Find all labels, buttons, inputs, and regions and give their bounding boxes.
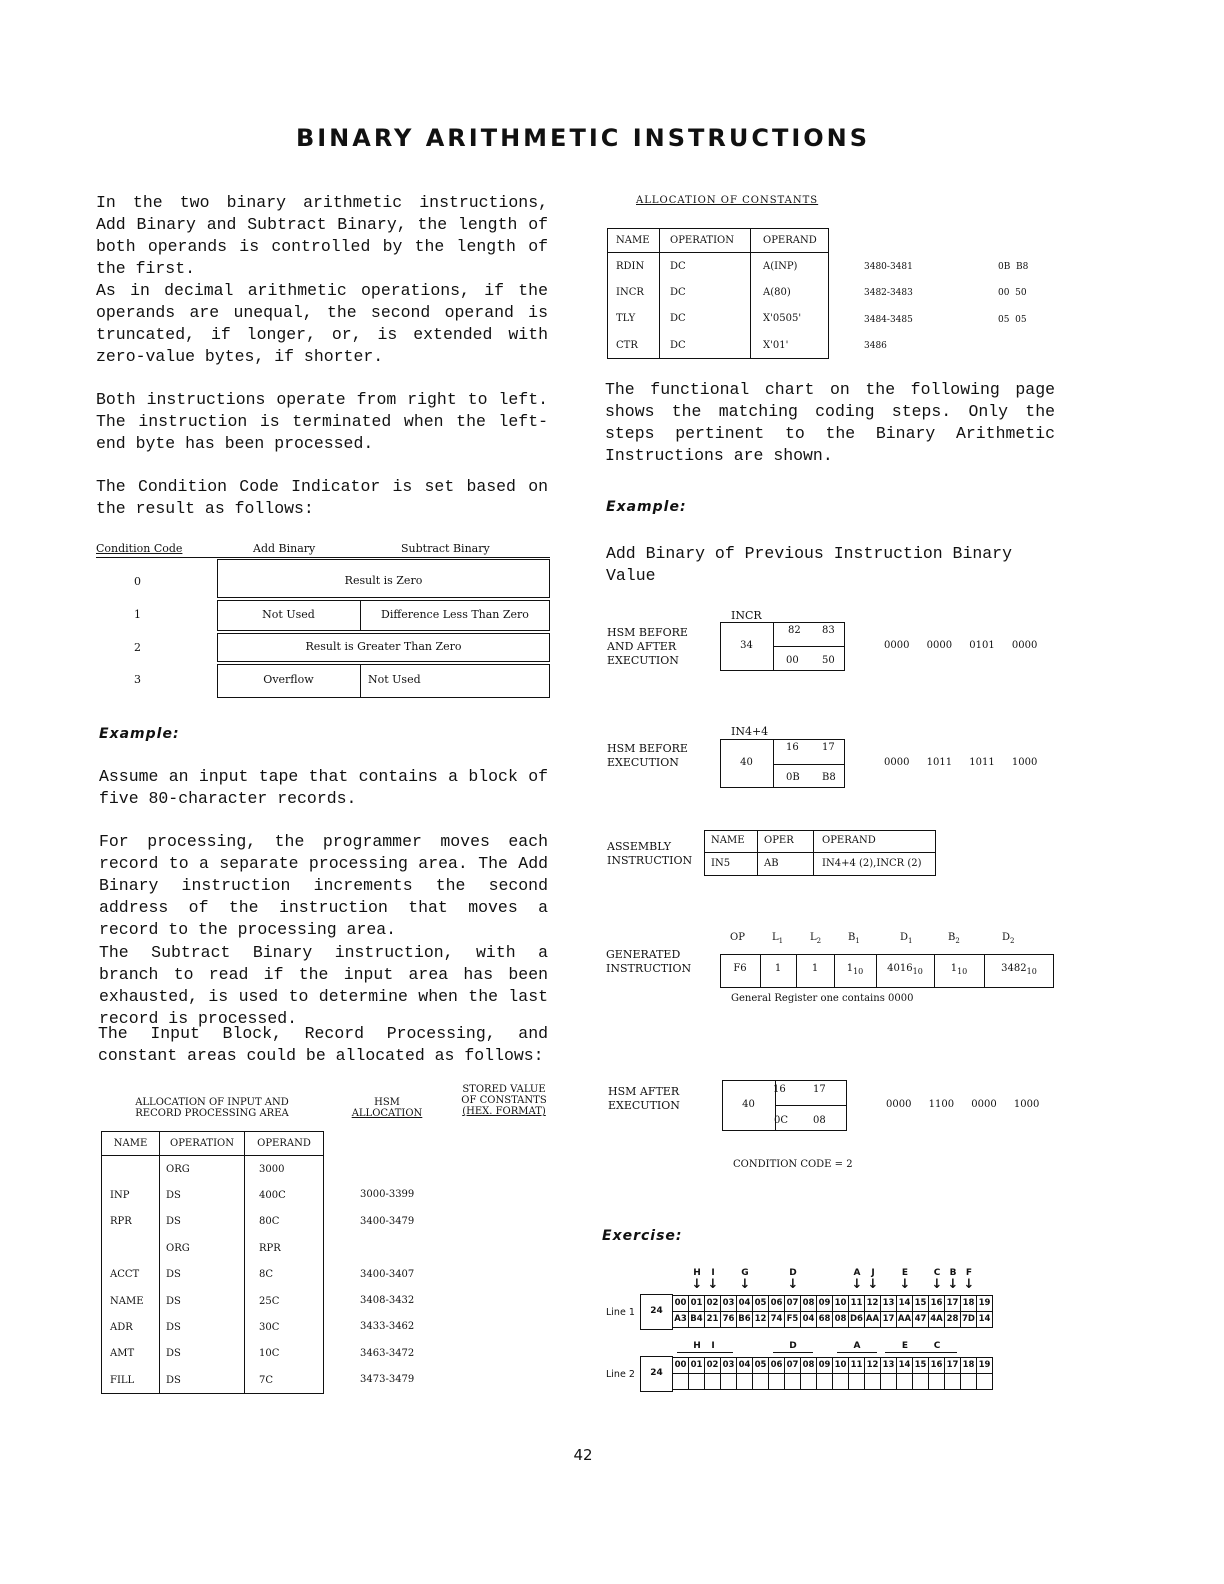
grid-cell: 7D (960, 1311, 977, 1328)
grid-cell: 09 (816, 1357, 833, 1374)
grid-cell (752, 1373, 769, 1390)
hsm2-byte-left: 0B (786, 772, 800, 783)
gen-field-value: $1_{10}$ (950, 963, 968, 976)
const-col-name: NAME (608, 229, 660, 253)
grid-cell: 18 (960, 1295, 977, 1312)
grid-cell: 09 (816, 1295, 833, 1312)
const-hsm-range: 3486 (864, 341, 887, 352)
asm-name: IN5 (711, 858, 731, 869)
hsm3-bits: 0000 1100 0000 1000 (886, 1099, 1040, 1110)
alloc-cell: DS (160, 1341, 245, 1367)
condition-paragraph: The Condition Code Indicator is set based on the result as follows: (96, 477, 548, 518)
alloc-cell: DS (160, 1182, 245, 1208)
table-row (102, 1367, 324, 1393)
alloc-cell: ADR (102, 1314, 160, 1340)
const-hsm-range: 3482-3483 (864, 288, 913, 299)
const-hsm-range: 3484-3485 (864, 314, 913, 325)
grid-cell: B4 (688, 1311, 705, 1328)
grid-cell (784, 1373, 801, 1390)
const-cell: INCR (608, 279, 660, 305)
hsm3-label: HSM AFTER EXECUTION (608, 1085, 680, 1112)
hsm1-byte-left: 00 (786, 655, 799, 666)
cc-header-add: Add Binary (253, 542, 316, 555)
gen-field-head: $D_1$ (900, 932, 913, 945)
alloc-cell: DS (160, 1314, 245, 1340)
bracket-mark: D (789, 1341, 797, 1351)
gen-field-head: $B_1$ (848, 932, 860, 945)
cc-overflow: Overflow (263, 673, 314, 686)
grid-cell: AA (896, 1311, 913, 1328)
intro-paragraph: In the two binary arithmetic instructions, Add Binary and Subtract Binary, the length of both operands is controlled by the length of the first. (96, 193, 548, 278)
gen-field-head: $B_2$ (948, 932, 960, 945)
grid-cell: 05 (752, 1357, 769, 1374)
const-cell: X'01' (751, 332, 829, 358)
cc-greater: Result is Greater Than Zero (305, 640, 462, 653)
alloc-cell: INP (102, 1182, 160, 1208)
example-title: Add Binary of Previous Instruction Binary Value (606, 544, 1012, 585)
asm-col-oper: OPER (764, 835, 794, 846)
grid-cell: 17 (944, 1357, 961, 1374)
grid-cell: F5 (784, 1311, 801, 1328)
alloc-hsm-range: 3408-3432 (360, 1295, 415, 1306)
hsm3-length: 40 (742, 1099, 755, 1110)
grid-cell: D6 (848, 1311, 865, 1328)
hsm2-bits: 0000 1011 1011 1000 (884, 757, 1038, 768)
alloc-hsm-range: 3463-3472 (360, 1347, 415, 1359)
alloc-cell: NAME (102, 1288, 160, 1314)
line2-count: 24 (650, 1368, 663, 1378)
grid-cell: 04 (800, 1311, 817, 1328)
down-arrow-icon: G ↓ (739, 1268, 751, 1292)
cc-code-2: 2 (134, 641, 141, 654)
hsm2-byte-right: B8 (822, 772, 836, 783)
grid-cell: 08 (832, 1311, 849, 1328)
grid-cell (688, 1373, 705, 1390)
line1-label: Line 1 (606, 1307, 635, 1318)
grid-cell (720, 1373, 737, 1390)
hsm1-addr-right: 83 (822, 625, 835, 636)
allocation-paragraph: The Input Block, Record Processing, and constant areas could be allocated as follows: (98, 1024, 548, 1065)
cc-not-used: Not Used (262, 608, 315, 621)
grid-cell: 07 (784, 1357, 801, 1374)
exercise-heading: Exercise: (602, 1228, 683, 1244)
grid-cell: 12 (752, 1311, 769, 1328)
operands-paragraph: As in decimal arithmetic operations, if the operands are unequal, the second operand is truncated, if longer, or, is extended with zero-value bytes, if shorter. (96, 281, 548, 366)
grid-cell: 14 (896, 1295, 913, 1312)
grid-cell: 06 (768, 1295, 785, 1312)
hsm2-addr-right: 17 (822, 742, 835, 753)
table-row (102, 1182, 324, 1208)
alloc-hsm-range: 3433-3462 (360, 1321, 415, 1333)
grid-cell: 28 (944, 1311, 961, 1328)
alloc-hsm-range: 3400-3479 (360, 1215, 415, 1227)
down-arrow-icon: B ↓ (947, 1268, 959, 1292)
gen-field-value: F6 (733, 963, 747, 974)
const-cell: RDIN (608, 253, 660, 279)
grid-cell: 21 (704, 1311, 721, 1328)
functional-chart-paragraph: The functional chart on the following page shows the matching coding steps. Only the steps pertinent to the Binary Arithmetic Instructions are shown. (605, 380, 1055, 465)
const-stored-value: 05 05 (998, 314, 1027, 325)
cc-difference: Difference Less Than Zero (381, 608, 529, 621)
alloc-cell: ORG (160, 1235, 245, 1261)
hsm1-byte-right: 50 (822, 655, 835, 666)
gen-field-head: $L_1$ (772, 932, 784, 945)
example-heading-right: Example: (606, 499, 687, 515)
grid-cell: 12 (864, 1357, 881, 1374)
grid-cell: 18 (960, 1357, 977, 1374)
alloc-cell: DS (160, 1209, 245, 1235)
grid-cell: 13 (880, 1357, 897, 1374)
const-cell: TLY (608, 306, 660, 332)
grid-cell (800, 1373, 817, 1390)
gen-field-value: $4016_{10}$ (887, 963, 923, 976)
alloc-cell: DS (160, 1262, 245, 1288)
grid-cell: 01 (688, 1357, 705, 1374)
grid-cell: 05 (752, 1295, 769, 1312)
down-arrow-icon: E ↓ (899, 1268, 911, 1292)
grid-cell (944, 1373, 961, 1390)
table-row (102, 1314, 324, 1340)
grid-cell: 11 (848, 1295, 865, 1312)
hsm1-label: HSM BEFORE AND AFTER EXECUTION (607, 626, 688, 667)
grid-cell: 47 (912, 1311, 929, 1328)
grid-cell (816, 1373, 833, 1390)
bracket-mark: C (933, 1341, 941, 1351)
grid-cell (928, 1373, 945, 1390)
grid-cell (960, 1373, 977, 1390)
example-heading-left: Example: (99, 726, 180, 742)
alloc-cell: FILL (102, 1367, 160, 1393)
grid-cell: 04 (736, 1295, 753, 1312)
down-arrow-icon: I ↓ (707, 1268, 719, 1292)
hsm3-addr-right: 17 (813, 1084, 826, 1095)
grid-cell (848, 1373, 865, 1390)
grid-cell (704, 1373, 721, 1390)
cc-code-3: 3 (134, 673, 141, 686)
alloc-cell: 8C (245, 1262, 324, 1288)
asm-oper: AB (764, 858, 779, 869)
line1-count: 24 (650, 1306, 663, 1316)
grid-cell: 03 (720, 1357, 737, 1374)
hsm1-bits: 0000 0000 0101 0000 (884, 640, 1038, 651)
asm-col-operand: OPERAND (822, 835, 876, 846)
grid-cell: A3 (672, 1311, 689, 1328)
hsm2-length: 40 (740, 757, 753, 768)
alloc-cell: RPR (102, 1209, 160, 1235)
grid-cell: 19 (976, 1295, 993, 1312)
alloc-cell: DS (160, 1367, 245, 1393)
gen-field-value: $1_{10}$ (846, 963, 864, 976)
alloc-col-name: NAME (102, 1132, 160, 1156)
down-arrow-icon: C ↓ (931, 1268, 943, 1292)
gen-field-value: 1 (811, 963, 819, 974)
bracket-mark: A (853, 1341, 861, 1351)
grid-cell: 14 (896, 1357, 913, 1374)
asm-label: ASSEMBLY INSTRUCTION (607, 840, 693, 867)
table-row (608, 332, 829, 358)
cc-result-zero: Result is Zero (344, 574, 423, 587)
grid-cell: AA (864, 1311, 881, 1328)
alloc-cell: 10C (245, 1341, 324, 1367)
grid-cell: 00 (672, 1295, 689, 1312)
down-arrow-icon: D ↓ (787, 1268, 799, 1292)
grid-cell (832, 1373, 849, 1390)
allocation-table (101, 1131, 324, 1394)
alloc-cell: 30C (245, 1314, 324, 1340)
alloc-cell (102, 1235, 160, 1261)
cc-code-0: 0 (134, 575, 141, 588)
alloc-col-operand: OPERAND (245, 1132, 324, 1156)
alloc-cell: 400C (245, 1182, 324, 1208)
grid-cell: 11 (848, 1357, 865, 1374)
condition-code-result: CONDITION CODE = 2 (733, 1159, 853, 1170)
page-number: 42 (573, 1446, 593, 1464)
down-arrow-icon: A ↓ (851, 1268, 863, 1292)
grid-cell: B6 (736, 1311, 753, 1328)
cc-code-1: 1 (134, 608, 141, 621)
table-row (608, 279, 829, 305)
grid-cell: 10 (832, 1295, 849, 1312)
asm-operand: IN4+4 (2),INCR (2) (822, 858, 922, 869)
hsm1-length: 34 (740, 640, 753, 651)
processing-paragraph: For processing, the programmer moves each record to a separate processing area. The Add Binary instruction increments the second address of the instruction that moves a record to the processing area. (99, 832, 548, 939)
const-cell: DC (660, 332, 751, 358)
hsm2-label: HSM BEFORE EXECUTION (607, 742, 688, 769)
bracket-mark: H (693, 1341, 701, 1351)
grid-cell (736, 1373, 753, 1390)
grid-cell: 08 (800, 1295, 817, 1312)
alloc-cell: ACCT (102, 1262, 160, 1288)
gen-field-value: $3482_{10}$ (1001, 963, 1037, 976)
const-cell: X'0505' (751, 306, 829, 332)
hsm1-addr-left: 82 (788, 625, 801, 636)
grid-cell: 4A (928, 1311, 945, 1328)
table-row (102, 1262, 324, 1288)
grid-cell: 14 (976, 1311, 993, 1328)
hsm3-addr-left: 16 (773, 1084, 786, 1095)
grid-cell: 00 (672, 1357, 689, 1374)
grid-cell: 13 (880, 1295, 897, 1312)
grid-cell (880, 1373, 897, 1390)
alloc-cell: 3000 (245, 1156, 324, 1182)
grid-cell: 17 (880, 1311, 897, 1328)
const-stored-value: 0B B8 (998, 262, 1029, 272)
gen-field-value: 1 (774, 963, 782, 974)
page-title: BINARY ARITHMETIC INSTRUCTIONS (295, 124, 871, 152)
grid-cell: 16 (928, 1295, 945, 1312)
line2-label: Line 2 (606, 1369, 635, 1380)
table-row (102, 1341, 324, 1367)
const-cell: DC (660, 279, 751, 305)
grid-cell: 15 (912, 1357, 929, 1374)
grid-cell (768, 1373, 785, 1390)
alloc-cell: AMT (102, 1341, 160, 1367)
grid-cell (912, 1373, 929, 1390)
table-row (102, 1156, 324, 1182)
gen-field-head: $L_2$ (810, 932, 822, 945)
grid-cell (864, 1373, 881, 1390)
const-col-operand: OPERAND (751, 229, 829, 253)
grid-cell: 12 (864, 1295, 881, 1312)
alloc-cell: DS (160, 1288, 245, 1314)
const-stored-value: 00 50 (998, 288, 1027, 299)
cc-not-used-2: Not Used (368, 673, 421, 686)
gen-label: GENERATED INSTRUCTION (606, 948, 692, 975)
const-cell: CTR (608, 332, 660, 358)
const-cell: DC (660, 253, 751, 279)
bracket-mark: E (901, 1341, 909, 1351)
hsm3-byte-right: 08 (813, 1115, 826, 1126)
grid-cell: 07 (784, 1295, 801, 1312)
table-row (102, 1288, 324, 1314)
alloc-cell: ORG (160, 1156, 245, 1182)
alloc-hsm-range: 3400-3407 (360, 1268, 415, 1280)
hsm2-field-label: IN4+4 (731, 725, 769, 738)
constants-table (607, 228, 829, 359)
grid-cell: 17 (944, 1295, 961, 1312)
grid-cell (976, 1373, 993, 1390)
hsm3-byte-left: 0C (774, 1115, 789, 1126)
grid-cell: 02 (704, 1357, 721, 1374)
hsm1-field-label: INCR (731, 609, 762, 622)
alloc-cell: 7C (245, 1367, 324, 1393)
table-row (102, 1235, 324, 1261)
asm-col-name: NAME (711, 835, 745, 846)
alloc-hsm-range: 3473-3479 (360, 1374, 415, 1386)
cc-header-code: Condition Code (96, 542, 183, 555)
grid-cell: 02 (704, 1295, 721, 1312)
cc-header-sub: Subtract Binary (401, 542, 490, 555)
grid-cell: 06 (768, 1357, 785, 1374)
down-arrow-icon: H ↓ (691, 1268, 703, 1292)
alloc-header-3: STORED VALUE OF CONSTANTS (HEX. FORMAT) (461, 1084, 547, 1117)
grid-cell: 16 (928, 1357, 945, 1374)
alloc-hsm-range: 3000-3399 (360, 1189, 415, 1201)
const-hsm-range: 3480-3481 (864, 262, 913, 272)
gen-field-head: OP (730, 932, 745, 943)
alloc-cell: RPR (245, 1235, 324, 1261)
constants-title: ALLOCATION OF CONSTANTS (636, 195, 819, 206)
direction-paragraph: Both instructions operate from right to left. The instruction is terminated when the left-end byte has been processed. (96, 390, 548, 453)
table-row (608, 253, 829, 279)
grid-cell: 76 (720, 1311, 737, 1328)
const-cell: A(INP) (751, 253, 829, 279)
down-arrow-icon: J ↓ (867, 1268, 879, 1292)
alloc-cell (102, 1156, 160, 1182)
subtract-paragraph: The Subtract Binary instruction, with a branch to read if the input area has been exhausted, is used to determine when the last record is processed. (99, 943, 548, 1028)
const-cell: A(80) (751, 279, 829, 305)
alloc-cell: 25C (245, 1288, 324, 1314)
grid-cell: 10 (832, 1357, 849, 1374)
down-arrow-icon: F ↓ (963, 1268, 975, 1292)
input-tape-paragraph: Assume an input tape that contains a block of five 80-character records. (99, 767, 548, 808)
bracket-mark: I (711, 1341, 715, 1351)
gen-note: General Register one contains 0000 (731, 993, 914, 1004)
alloc-cell: 80C (245, 1209, 324, 1235)
grid-cell: 74 (768, 1311, 785, 1328)
grid-cell (896, 1373, 913, 1390)
grid-cell: 19 (976, 1357, 993, 1374)
gen-field-head: $D_2$ (1002, 932, 1015, 945)
grid-cell: 08 (800, 1357, 817, 1374)
alloc-header-2: HSM ALLOCATION (351, 1097, 423, 1119)
grid-cell: 15 (912, 1295, 929, 1312)
grid-cell: 01 (688, 1295, 705, 1312)
alloc-col-operation: OPERATION (160, 1132, 245, 1156)
table-row (102, 1209, 324, 1235)
const-cell: DC (660, 306, 751, 332)
grid-cell: 68 (816, 1311, 833, 1328)
grid-cell: 03 (720, 1295, 737, 1312)
grid-cell (672, 1373, 689, 1390)
hsm2-addr-left: 16 (786, 742, 799, 753)
grid-cell: 04 (736, 1357, 753, 1374)
const-col-operation: OPERATION (660, 229, 751, 253)
table-row (608, 306, 829, 332)
alloc-header-1: ALLOCATION OF INPUT AND RECORD PROCESSING AREA (135, 1097, 289, 1119)
